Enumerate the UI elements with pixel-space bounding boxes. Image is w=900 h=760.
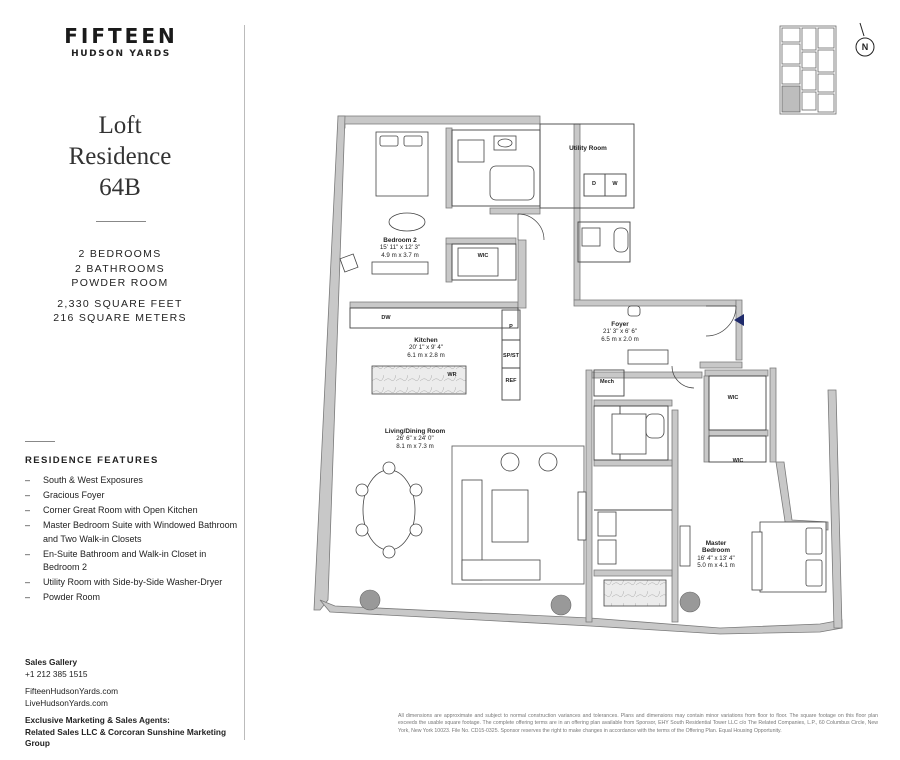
bedroom2-metric: 4.9 m x 3.7 m xyxy=(381,251,419,259)
legal-footnote: All dimensions are approximate and subject to normal construction variances and tolerances. Plans and dimensions may contain minor variations from floor to floor. The square footage on this floor plan exceeds the usable square footage. The complete offering terms are in an offering plan available from Sponsor, EHY South Residential Tower LLC c/o The Related Companies, L.P., 60 Columbus Circle, New York, New York 10023. File No. CD15-0325. Sponsor reserves the right to make changes in accordance with the terms of the Offering Plan. Equal Housing Opportunity. xyxy=(398,713,878,734)
feature-item: – Master Bedroom Suite with Windowed Bathroom and Two Walk-in Closets xyxy=(25,519,240,546)
kitchen-metric: 6.1 m x 2.8 m xyxy=(407,351,445,359)
room-label-kitchen xyxy=(407,337,444,359)
feature-item: – Powder Room xyxy=(25,591,240,605)
fixture-washer: W xyxy=(612,181,618,187)
master-imperial: 16' 4" x 13' 4" xyxy=(697,554,735,562)
features-heading: RESIDENCE FEATURES xyxy=(25,455,159,466)
website-link-2[interactable]: LiveHudsonYards.com xyxy=(25,697,108,708)
spec-sqm: 216 SQUARE METERS xyxy=(53,312,187,324)
spec-powder: POWDER ROOM xyxy=(71,277,169,289)
brand-line1: FIFTEEN xyxy=(64,24,178,48)
agents-label: Exclusive Marketing & Sales Agents: xyxy=(25,715,170,725)
brand-line2: HUDSON YARDS xyxy=(71,49,171,59)
fixture-wr: WR xyxy=(447,372,457,378)
title-line1: Loft xyxy=(98,112,142,139)
residence-specs xyxy=(20,247,220,326)
master-name-1: Master xyxy=(705,540,727,547)
fixture-wic-master-1: WIC xyxy=(727,395,739,401)
phone-number[interactable]: +1 212 385 1515 xyxy=(25,668,88,679)
gallery-label: Sales Gallery xyxy=(25,657,78,667)
features-divider xyxy=(25,441,55,442)
feature-item: – South & West Exposures xyxy=(25,474,240,488)
fixture-wic-bedroom2: WIC xyxy=(477,253,489,259)
room-label-foyer xyxy=(601,321,638,343)
kitchen-imperial: 20' 1" x 9' 4" xyxy=(409,344,443,352)
room-label-master xyxy=(697,540,734,570)
room-label-utility xyxy=(569,145,607,152)
bathtub xyxy=(604,580,666,606)
kitchen-island xyxy=(372,366,466,394)
room-label-living xyxy=(385,428,445,450)
feature-item: – Corner Great Room with Open Kitchen xyxy=(25,504,240,518)
utility-name: Utility Room xyxy=(569,145,607,152)
foyer-name: Foyer xyxy=(611,321,629,328)
features-list xyxy=(25,474,240,606)
furniture xyxy=(340,132,826,592)
north-label: N xyxy=(861,42,869,52)
bedroom2-name: Bedroom 2 xyxy=(383,237,417,244)
foyer-imperial: 21' 3" x 6' 6" xyxy=(603,328,637,336)
spec-bathrooms: 2 BATHROOMS xyxy=(75,262,165,275)
north-arrow-icon xyxy=(850,20,880,65)
living-name: Living/Dining Room xyxy=(384,428,446,435)
living-metric: 8.1 m x 7.3 m xyxy=(396,442,434,450)
feature-item: – Utility Room with Side-by-Side Washer-Dryer xyxy=(25,576,240,590)
residence-title xyxy=(20,110,220,203)
living-imperial: 26' 6" x 24' 0" xyxy=(396,435,434,443)
kitchen-name: Kitchen xyxy=(414,337,438,344)
feature-item: – En-Suite Bathroom and Walk-in Closet in Bedroom 2 xyxy=(25,548,240,575)
fixture-wic-master-2: WIC xyxy=(732,458,744,464)
spec-bedrooms: 2 BEDROOMS xyxy=(78,248,162,260)
master-name-2: Bedroom xyxy=(701,547,731,555)
fixture-spst: SP/ST xyxy=(503,353,519,359)
room-label-bedroom2 xyxy=(380,237,420,259)
title-divider xyxy=(96,221,146,222)
agents-names: Related Sales LLC & Corcoran Sunshine Marketing Group xyxy=(25,726,227,748)
info-sidebar xyxy=(0,0,245,760)
contact-block xyxy=(25,657,245,750)
website-link-1[interactable]: FifteenHudsonYards.com xyxy=(25,686,118,696)
title-line2: Residence xyxy=(68,143,172,170)
spec-sqft: 2,330 SQUARE FEET xyxy=(57,297,183,310)
title-line3: 64B xyxy=(99,174,141,201)
master-metric: 5.0 m x 4.1 m xyxy=(697,562,735,570)
fixture-ref: REF xyxy=(505,378,517,384)
sidebar-divider xyxy=(244,25,245,740)
foyer-metric: 6.5 m x 2.0 m xyxy=(601,335,639,343)
feature-item: – Gracious Foyer xyxy=(25,489,240,503)
fixture-mech: Mech xyxy=(599,379,615,385)
fixture-dw: DW xyxy=(381,315,391,321)
fixture-dryer: D xyxy=(592,181,596,187)
bedroom2-imperial: 15' 11" x 12' 3" xyxy=(379,244,421,252)
fixture-pantry: P xyxy=(509,324,513,330)
brand-logo xyxy=(61,24,181,59)
